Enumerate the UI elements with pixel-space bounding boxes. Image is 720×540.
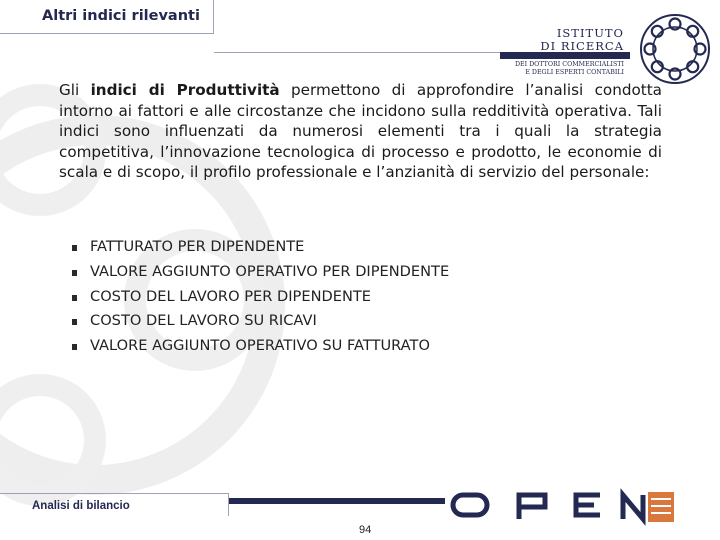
page-number: 94 bbox=[359, 524, 372, 536]
bullet-marker bbox=[72, 245, 77, 251]
bullet-marker bbox=[72, 319, 77, 325]
intro-paragraph bbox=[59, 80, 662, 183]
logo-line-2: DI RICERCA bbox=[540, 39, 624, 53]
institute-logo-icon bbox=[636, 10, 714, 88]
header-divider bbox=[214, 52, 501, 53]
productivity-index-list bbox=[70, 235, 449, 359]
header-accent-bar bbox=[500, 52, 630, 59]
intro-prefix: Gli bbox=[59, 81, 91, 99]
open-brand-logo bbox=[445, 488, 677, 526]
intro-rest: permettono di approfondire l’analisi condotta intorno ai fattori e alle circostanze che incidono sulla redditività operativa. Tali indici sono influenzati da numerosi elementi tra i quali la strategia competitiva, l’innovazione tecnologica di processo e prodotto, le economie di scala e di scopo, il profilo professionale e l’anzianità di servizio del personale: bbox=[59, 81, 662, 181]
bullet-marker bbox=[72, 270, 77, 276]
list-item bbox=[70, 235, 449, 260]
bullet-marker bbox=[72, 295, 77, 301]
list-item-label: VALORE AGGIUNTO OPERATIVO SU FATTURATO bbox=[90, 337, 430, 355]
list-item bbox=[70, 334, 449, 359]
logo-line-4: E DEGLI ESPERTI CONTABILI bbox=[525, 69, 624, 76]
list-item-label: FATTURATO PER DIPENDENTE bbox=[90, 238, 305, 255]
list-item bbox=[70, 260, 449, 285]
intro-emphasis: indici di Produttività bbox=[90, 81, 280, 99]
slide-title: Altri indici rilevanti bbox=[0, 0, 214, 34]
footer-label: Analisi di bilancio bbox=[32, 500, 130, 512]
list-item-label: COSTO DEL LAVORO SU RICAVI bbox=[90, 312, 317, 330]
list-item bbox=[70, 285, 449, 310]
list-item-label: VALORE AGGIUNTO OPERATIVO PER DIPENDENTE bbox=[90, 262, 450, 280]
list-item-label: COSTO DEL LAVORO PER DIPENDENTE bbox=[90, 287, 371, 305]
bullet-marker bbox=[72, 344, 77, 350]
list-item bbox=[70, 309, 449, 334]
logo-line-1: ISTITUTO bbox=[556, 26, 624, 40]
logo-line-3: DEI DOTTORI COMMERCIALISTI bbox=[515, 61, 624, 68]
footer-accent-bar bbox=[229, 498, 445, 504]
